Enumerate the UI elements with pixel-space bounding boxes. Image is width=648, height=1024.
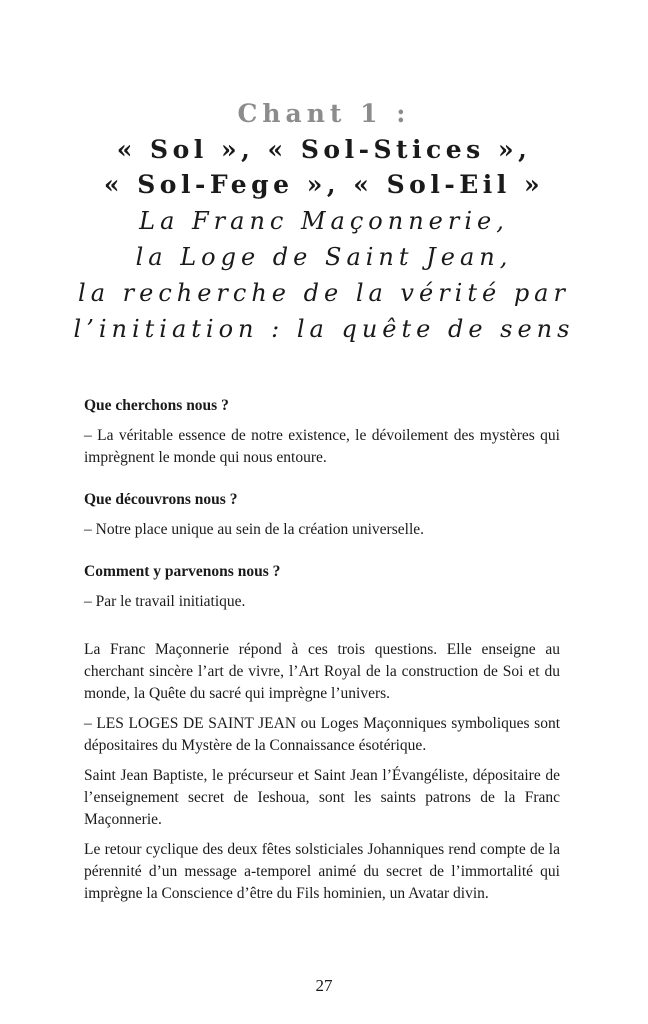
paragraph: – LES LOGES DE SAINT JEAN ou Loges Maçonniques symboliques sont dépositaires du Mystère de la Connaissance ésotérique. [84,715,560,754]
question: Que cherchons nous ? [84,397,229,414]
question-block [84,561,560,613]
question-block [84,489,560,541]
answer: – La véritable essence de notre existence, le dévoilement des mystères qui imprègnent le monde qui nous entoure. [84,427,560,466]
question: Comment y parvenons nous ? [84,563,281,580]
question-block [84,395,560,469]
chapter-subtitle-line-3: la recherche de la vérité par [78,279,570,307]
body-text [84,395,560,913]
chapter-title-line-2: « Sol-Fege », « Sol-Eil » [103,170,545,199]
chapter-subtitle-line-2: la Loge de Saint Jean, [135,243,513,271]
answer: – Par le travail initiatique. [84,593,246,610]
chapter-subtitle-line-4: l’initiation : la quête de sens [73,315,575,343]
paragraph: Le retour cyclique des deux fêtes solsticiales Johanniques rend compte de la pérennité d’un message a-temporel animé du secret de l’immortalité qui imprègne la Conscience d’être du Fils hominien, un Avatar divin. [84,841,560,902]
chapter-subtitle-line-1: La Franc Maçonnerie, [139,207,509,235]
chapter-heading [40,96,608,346]
page-number: 27 [315,976,333,995]
paragraph: La Franc Maçonnerie répond à ces trois questions. Elle enseigne au cherchant sincère l’art de vivre, l’Art Royal de la construction de Soi et du monde, la Quête du sacré qui imprègne l’univers. [84,641,560,702]
chapter-label: Chant 1 : [237,99,411,128]
paragraph: Saint Jean Baptiste, le précurseur et Saint Jean l’Évangéliste, dépositaire de l’enseignement secret de Ieshoua, sont les saints patrons de la Franc Maçonnerie. [84,767,560,828]
chapter-title-line-1: « Sol », « Sol-Stices », [116,135,532,164]
answer: – Notre place unique au sein de la création universelle. [84,521,425,538]
question: Que découvrons nous ? [84,491,238,508]
